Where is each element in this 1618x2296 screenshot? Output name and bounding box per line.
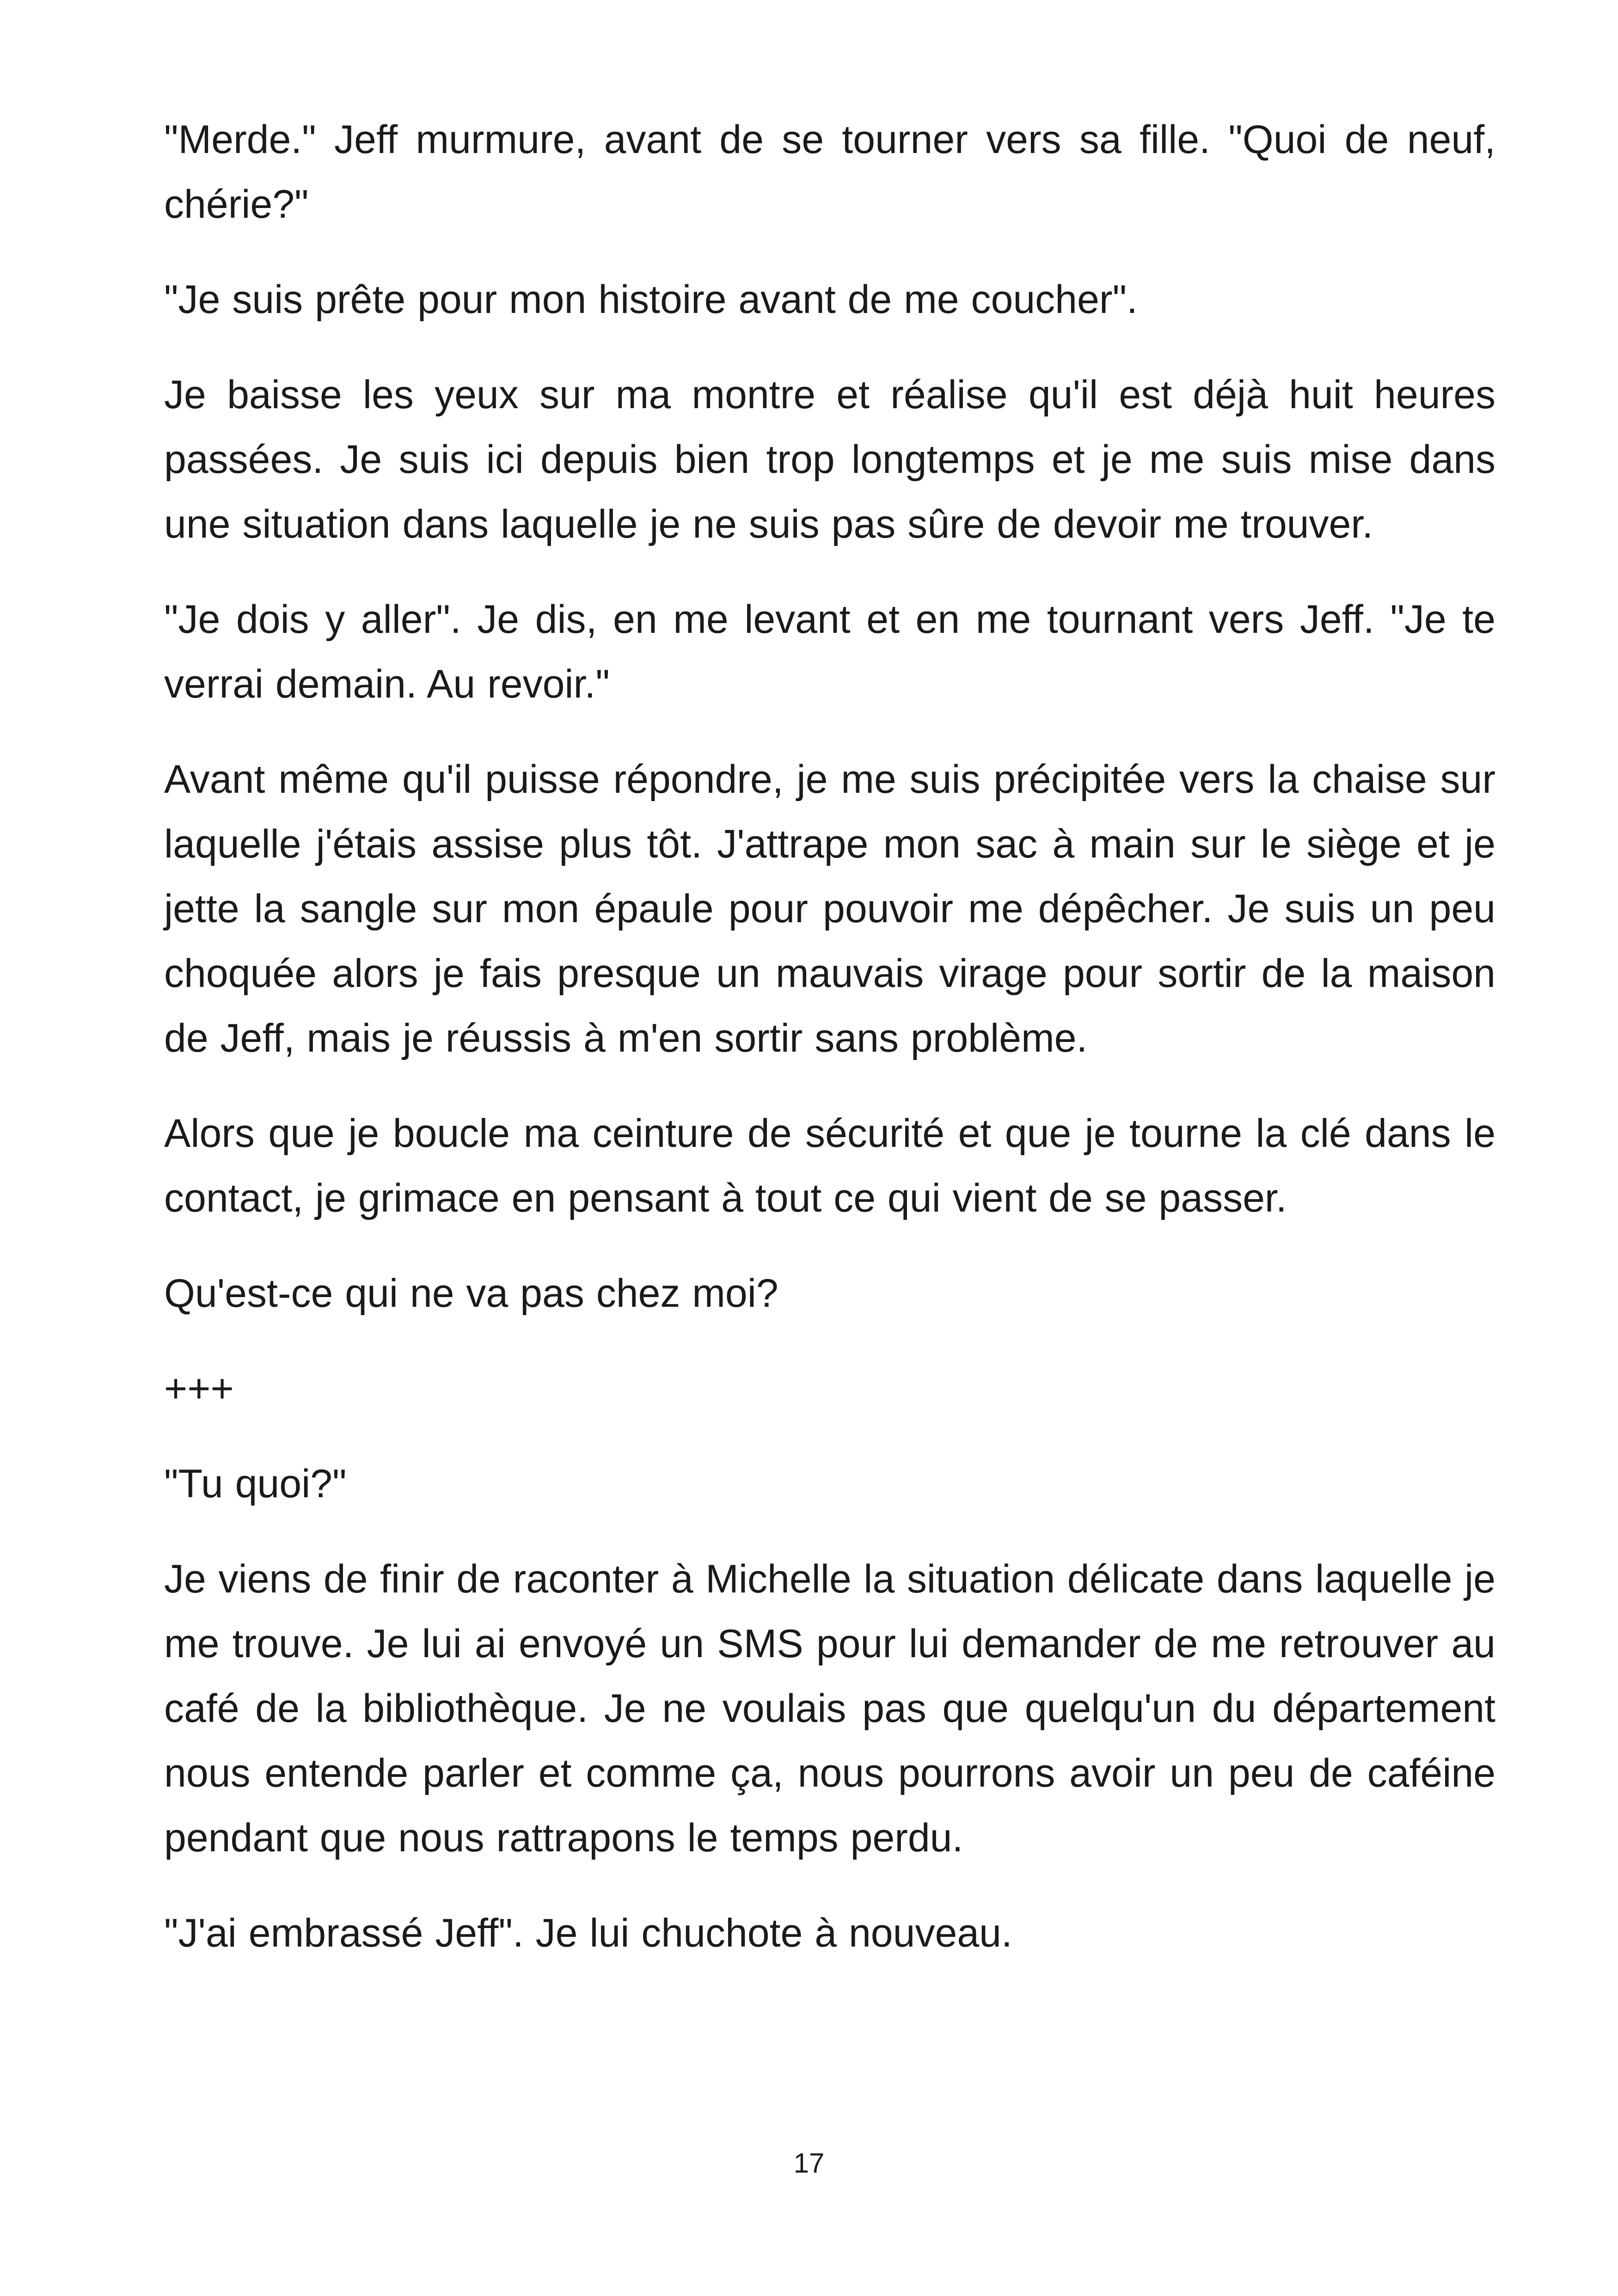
scene-break: +++	[164, 1366, 234, 1411]
paragraph: Je baisse les yeux sur ma montre et réalise qu'il est déjà huit heures passées. Je suis ici depuis bien trop longtemps et je me suis mise dans une situation dans laquelle je ne suis pas sûre de devoir me trouver.	[164, 373, 1495, 546]
paragraph: "Tu quoi?"	[164, 1462, 347, 1506]
paragraph: "Je suis prête pour mon histoire avant de me coucher".	[164, 277, 1138, 322]
paragraph: Avant même qu'il puisse répondre, je me suis précipitée vers la chaise sur laquelle j'étais assise plus tôt. J'attrape mon sac à main sur le siège et je jette la sangle sur mon épaule pour pouvoir me dépêcher. Je suis un peu choquée alors je fais presque un mauvais virage pour sortir de la maison de Jeff, mais je réussis à m'en sortir sans problème.	[164, 757, 1495, 1060]
paragraph: "Merde." Jeff murmure, avant de se tourner vers sa fille. "Quoi de neuf, chérie?"	[164, 117, 1495, 227]
paragraph: Alors que je boucle ma ceinture de sécurité et que je tourne la clé dans le contact, je grimace en pensant à tout ce qui vient de se passer.	[164, 1111, 1495, 1220]
paragraph: "J'ai embrassé Jeff". Je lui chuchote à nouveau.	[164, 1911, 1012, 1955]
body-text	[164, 107, 1495, 1996]
paragraph: "Je dois y aller". Je dis, en me levant et en me tournant vers Jeff. "Je te verrai demain. Au revoir."	[164, 597, 1495, 706]
paragraph: Qu'est-ce qui ne va pas chez moi?	[164, 1271, 778, 1316]
paragraph: Je viens de finir de raconter à Michelle la situation délicate dans laquelle je me trouve. Je lui ai envoyé un SMS pour lui demander de me retrouver au café de la bibliothèque. Je ne voulais pas que quelqu'un du département nous entende parler et comme ça, nous pourrons avoir un peu de caféine pendant que nous rattrapons le temps perdu.	[164, 1557, 1495, 1860]
page-number: 17	[793, 2148, 825, 2179]
